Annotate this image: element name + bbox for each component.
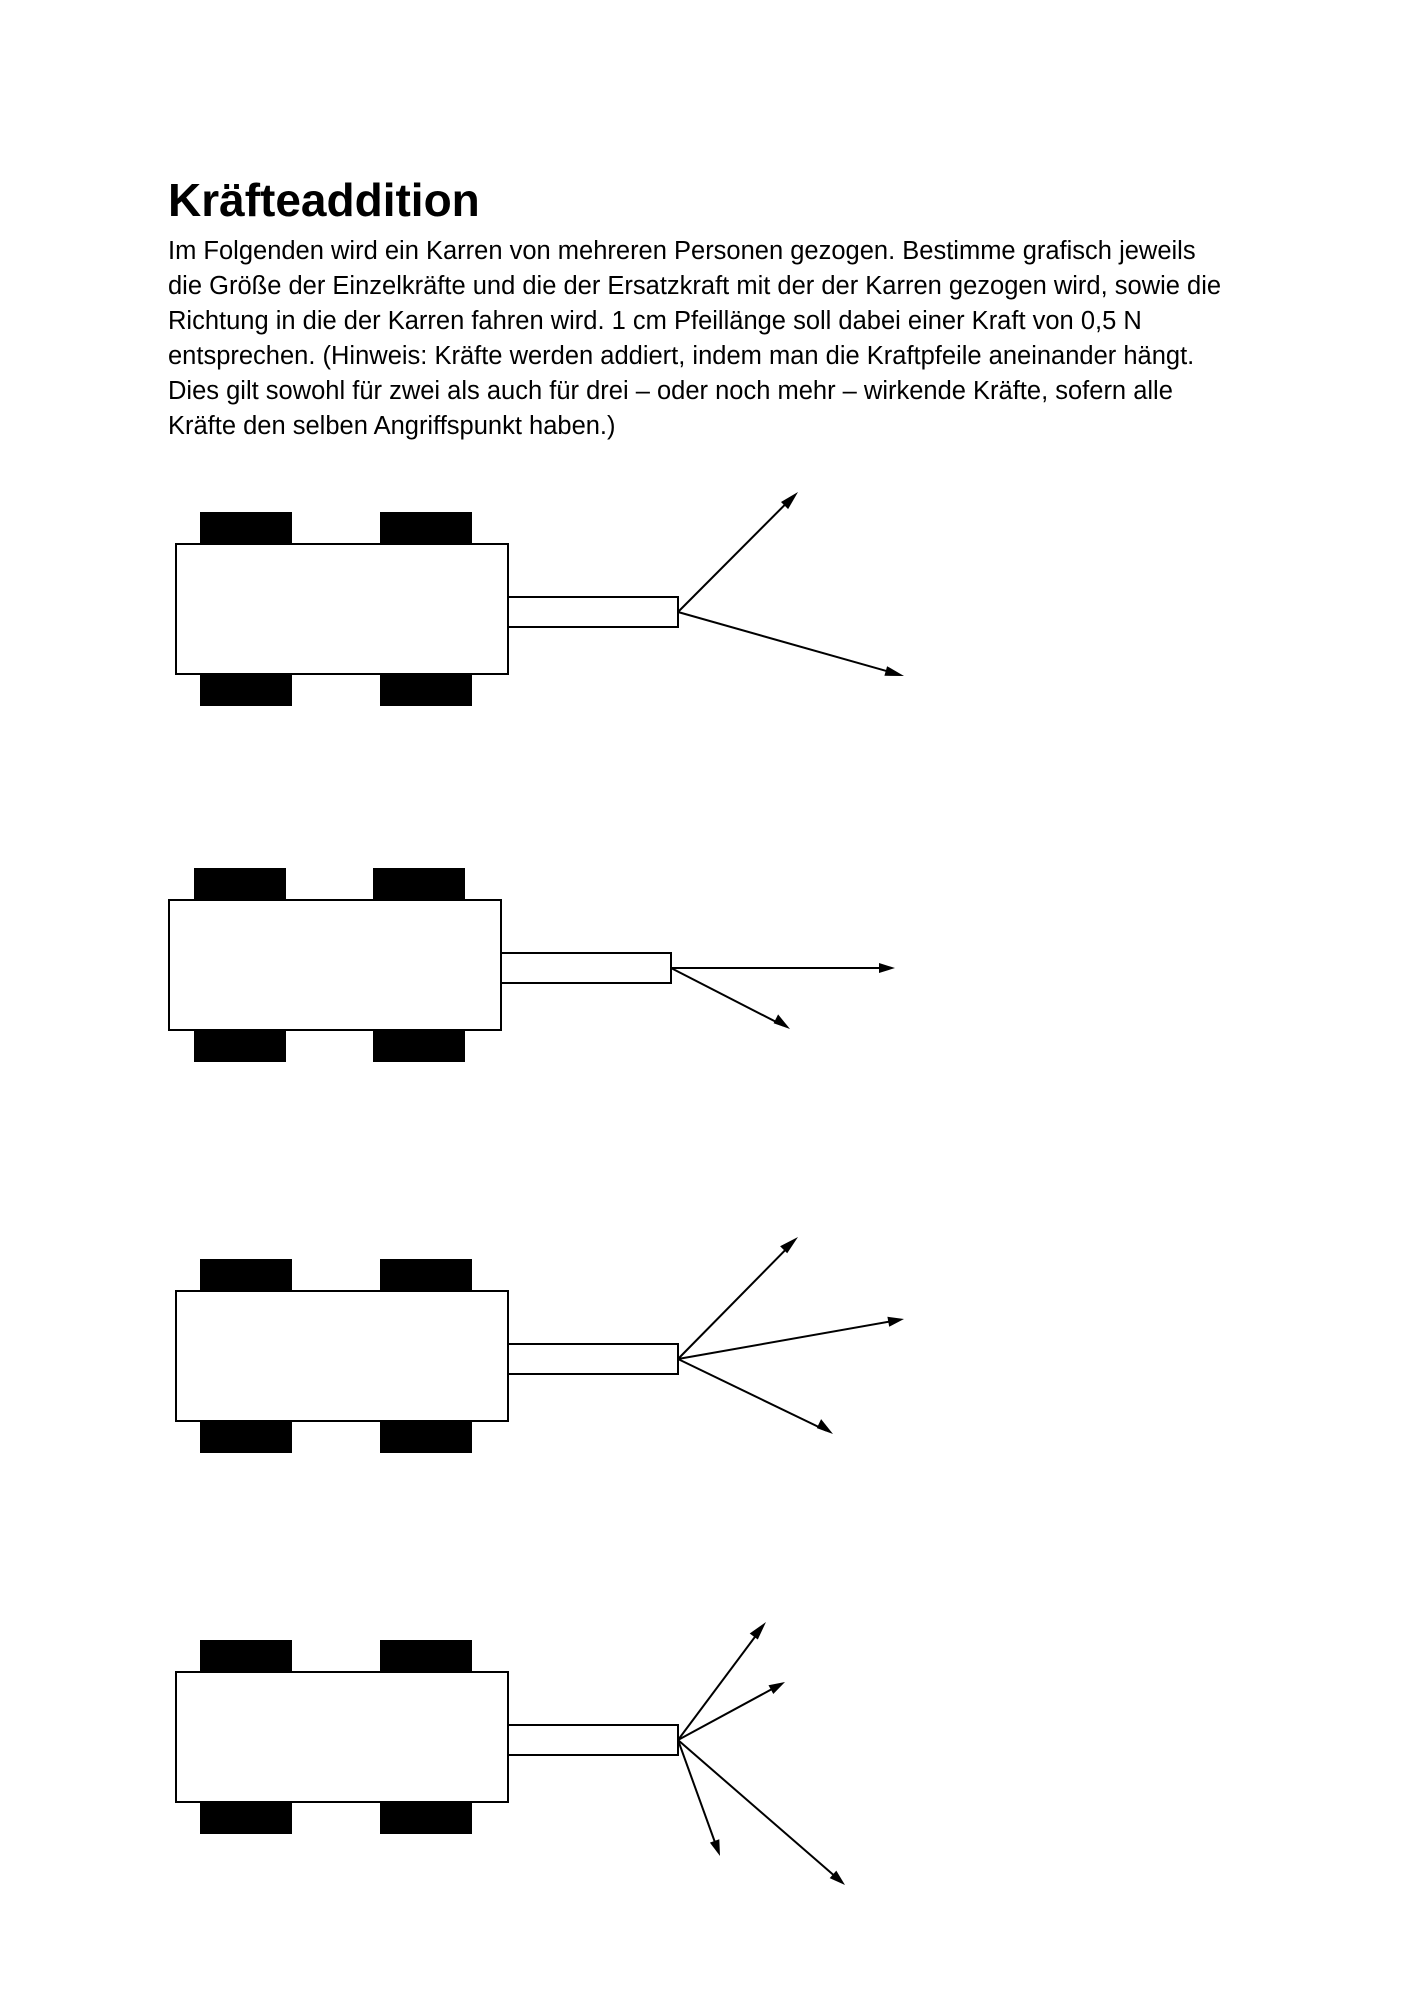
wheel <box>200 512 292 544</box>
instructions-text <box>168 234 1278 444</box>
cart-diagram <box>160 490 920 730</box>
force-arrow <box>678 1622 766 1740</box>
cart-handle <box>508 1344 678 1374</box>
force-arrow <box>678 492 798 612</box>
cart-handle <box>508 597 678 627</box>
force-arrow <box>678 612 904 676</box>
instruction-line: Dies gilt sowohl für zwei als auch für drei – oder noch mehr – wirkende Kräfte, sofern alle <box>168 377 1173 405</box>
wheel <box>380 1259 472 1291</box>
wheel <box>380 1640 472 1672</box>
force-arrow <box>671 963 895 973</box>
wheel <box>194 1030 286 1062</box>
wheel <box>380 1802 472 1834</box>
cart-body <box>176 544 508 674</box>
wheel <box>194 868 286 900</box>
wheel <box>200 674 292 706</box>
cart-handle <box>501 953 671 983</box>
wheel <box>200 1259 292 1291</box>
wheel <box>380 1421 472 1453</box>
instruction-line: Kräfte den selben Angriffspunkt haben.) <box>168 412 616 440</box>
cart-diagram <box>160 1237 920 1477</box>
cart-diagram <box>160 846 920 1086</box>
force-arrow <box>678 1740 845 1885</box>
force-arrow <box>678 1682 785 1740</box>
wheel <box>200 1640 292 1672</box>
instruction-line: entsprechen. (Hinweis: Kräfte werden addiert, indem man die Kraftpfeile aneinander hängt. <box>168 342 1195 370</box>
wheel <box>373 868 465 900</box>
wheel <box>373 1030 465 1062</box>
instruction-line: Im Folgenden wird ein Karren von mehreren Personen gezogen. Bestimme grafisch jeweils <box>168 237 1196 265</box>
wheel <box>380 512 472 544</box>
force-arrow <box>671 968 790 1029</box>
cart-figure-2 <box>160 846 920 1086</box>
cart-figure-1 <box>160 490 920 730</box>
wheel <box>380 674 472 706</box>
page-title: Kräfteaddition <box>168 174 480 226</box>
instruction-line: die Größe der Einzelkräfte und die der Ersatzkraft mit der der Karren gezogen wird, sowie die <box>168 272 1222 300</box>
cart-diagram <box>160 1618 920 1898</box>
force-arrow <box>678 1317 904 1359</box>
cart-figure-3 <box>160 1237 920 1477</box>
cart-body <box>169 900 501 1030</box>
force-arrow <box>678 1359 833 1434</box>
cart-body <box>176 1672 508 1802</box>
wheel <box>200 1802 292 1834</box>
instruction-line: Richtung in die der Karren fahren wird. 1 cm Pfeillänge soll dabei einer Kraft von 0,5 N <box>168 307 1142 335</box>
wheel <box>200 1421 292 1453</box>
cart-handle <box>508 1725 678 1755</box>
cart-body <box>176 1291 508 1421</box>
cart-figure-4 <box>160 1618 920 1858</box>
